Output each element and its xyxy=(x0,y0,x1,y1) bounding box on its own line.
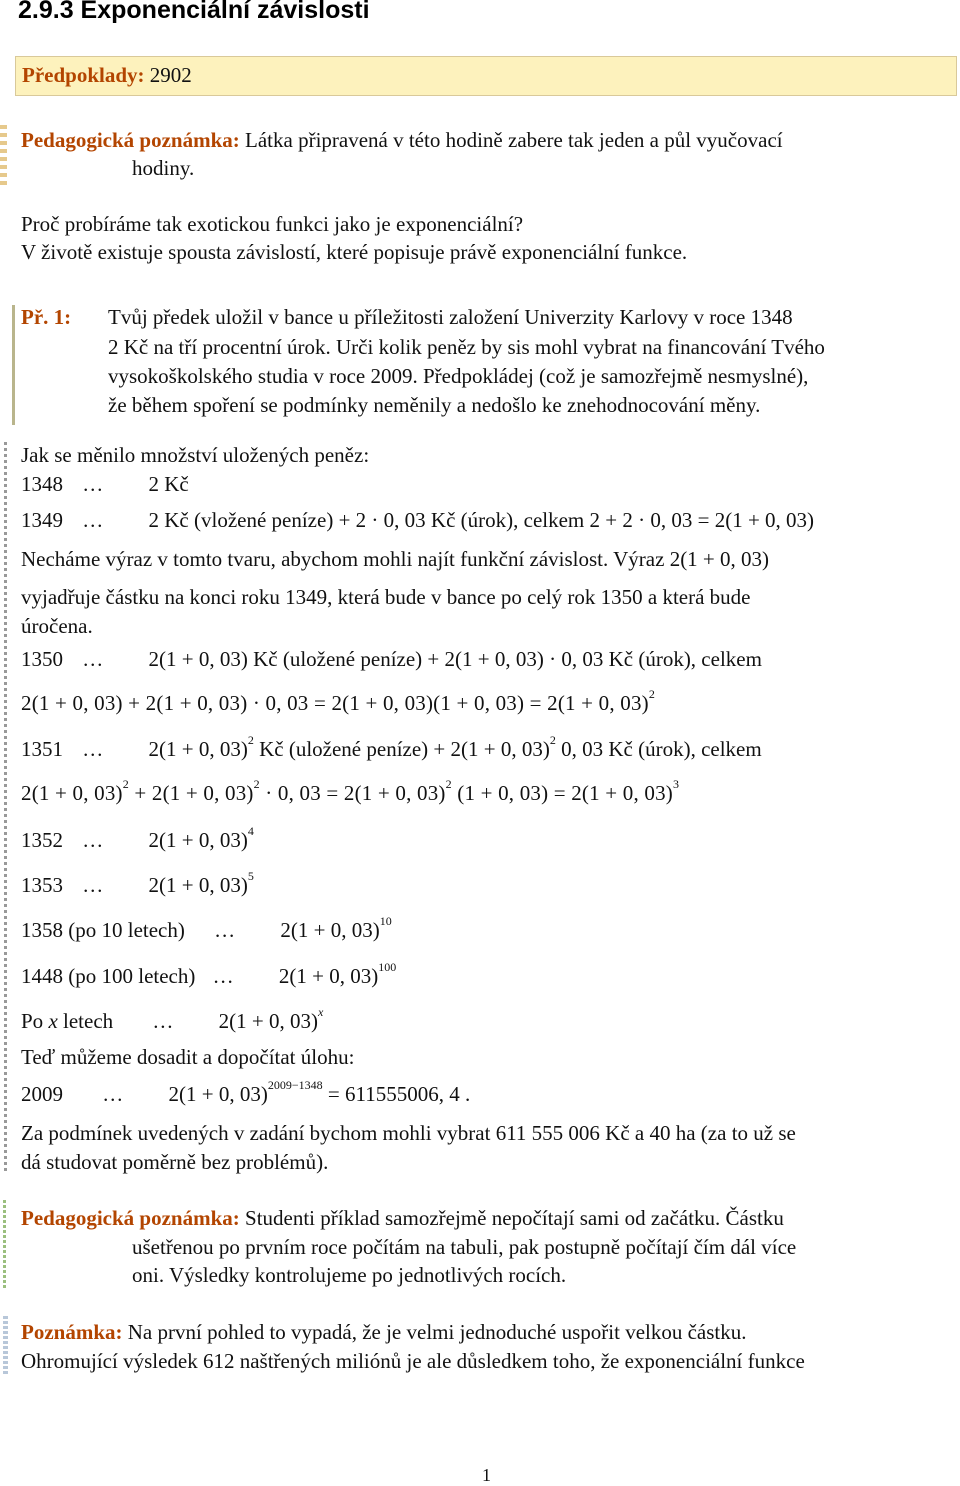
math: 2(1 + 0, 03) xyxy=(450,737,550,761)
ellipsis: … xyxy=(82,508,104,532)
solution-question: Jak se měnilo množství uložených peněz: xyxy=(21,443,370,467)
pedagogical-note-2-line-2: ušetřenou po prvním roce počítám na tabuli, pak postupně počítají čím dál více xyxy=(132,1235,797,1259)
leave-text: Necháme výraz v tomto tvaru, abychom mohli najít funkční závislost. Výraz 2(1 + 0, 03) xyxy=(21,547,770,571)
page-number: 1 xyxy=(482,1465,491,1485)
pedagogical-note-2-line-3: oni. Výsledky kontrolujeme po jednotlivých rocích. xyxy=(132,1263,567,1287)
conclusion-1: Za podmínek uvedených v zadání bychom mohli vybrat 611 555 006 Kč a 40 ha (za to už se xyxy=(21,1121,796,1145)
row-1348 xyxy=(21,472,189,497)
leave-text-3: úročena. xyxy=(21,614,93,638)
math: 2(1 + 0, 03) xyxy=(148,873,248,897)
row-1350: 1350 … 2(1 + 0, 03) Kč (uložené peníze) + 2(1 + 0, 03) · 0, 03 Kč (úrok), celkem xyxy=(21,647,762,671)
row-1352: 1352 … 2(1 + 0, 03)$^4$ xyxy=(21,824,254,852)
intro-question: Proč probíráme tak exotickou funkci jako je exponenciální? xyxy=(21,212,524,236)
prerequisites-label: Předpoklady: xyxy=(22,63,145,87)
year: 1349 xyxy=(21,508,63,532)
year: 1348 xyxy=(21,472,63,496)
section-title: 2.9.3 Exponenciální závislosti xyxy=(18,0,370,24)
note-marker xyxy=(3,1200,6,1290)
note-3: Poznámka: Na první pohled to vypadá, že je velmi jednoduché uspořit velkou částku. xyxy=(21,1320,747,1344)
row-1448: 1448 (po 100 letech) … 2(1 + 0, 03)$^{100}$ xyxy=(21,960,397,988)
row-1351: 1351 … 2(1 + 0, 03)$^2$ Kč (uložené peníze) + 2(1 + 0, 03)$^2$ 0, 03 Kč (úrok), celkem xyxy=(21,733,762,761)
math: 2(1 + 0, 03) xyxy=(148,647,248,671)
ellipsis: … xyxy=(82,472,104,496)
math: 2 + 2 · 0, 03 = 2(1 + 0, 03) xyxy=(589,508,815,532)
pedagogical-note-text-2: hodiny. xyxy=(132,156,195,180)
pedagogical-note-text: Látka připravená v této hodině zabere tak jeden a půl vyučovací xyxy=(245,128,783,152)
solution-marker xyxy=(4,442,7,1172)
leave-text-2: vyjadřuje částku na konci roku 1349, která bude v bance po celý rok 1350 a která bude xyxy=(21,585,751,609)
amount: 2 Kč xyxy=(148,472,189,496)
example-line-2: 2 Kč na tří procentní úrok. Urči kolik peněz by sis mohl vybrat na financování Tvého xyxy=(108,335,825,359)
example-marker xyxy=(12,305,15,425)
equation-1350: 2(1 + 0, 03) + 2(1 + 0, 03) · 0, 03 = 2(1 + 0, 03)(1 + 0, 03) = 2(1 + 0, 03)$^2$ xyxy=(21,687,656,715)
note-3-line-2: Ohromující výsledek 612 naštřených miliónů je ale důsledkem toho, že exponenciální funkce xyxy=(21,1349,805,1373)
pedagogical-note-2: Pedagogická poznámka: Studenti příklad samozřejmě nepočítají sami od začátku. Částku xyxy=(21,1206,784,1230)
row-text: Kč (úrok), celkem xyxy=(425,508,590,532)
conclusion-2: dá studovat poměrně bez problémů). xyxy=(21,1150,329,1174)
math: 2(1 + 0, 03) xyxy=(168,1082,268,1106)
intro-answer: V životě existuje spousta závislostí, které popisuje právě exponenciální funkce. xyxy=(21,240,688,264)
math: 2 · 0, 03 xyxy=(355,508,426,532)
row-x: Po x letech … 2(1 + 0, 03)$^x$ xyxy=(21,1005,324,1033)
math: 2(1 + 0, 03) · 0, 03 xyxy=(444,647,604,671)
math: 2(1 + 0, 03) xyxy=(278,964,379,988)
example-line-4: že během spoření se podmínky neměnily a nedošlo ke znehodnocování měny. xyxy=(108,393,761,417)
prerequisites-value: 2902 xyxy=(149,63,192,87)
row-1358: 1358 (po 10 letech) … 2(1 + 0, 03)$^{10}$ xyxy=(21,914,392,942)
note-marker xyxy=(0,125,7,185)
example-line-1: Tvůj předek uložil v bance u příležitosti založení Univerzity Karlovy v roce 1348 xyxy=(108,305,793,329)
now-compute: Teď můžeme dosadit a dopočítat úlohu: xyxy=(21,1045,355,1069)
row-text: 2 Kč (vložené peníze) + xyxy=(148,508,356,532)
pedagogical-note-label: Pedagogická poznámka: xyxy=(21,128,240,152)
math: 2(1 + 0, 03) xyxy=(669,547,770,571)
prerequisites-box xyxy=(15,56,957,96)
math: 2(1 + 0, 03) xyxy=(148,828,248,852)
math: 2(1 + 0, 03) xyxy=(218,1009,318,1033)
note-marker xyxy=(3,1316,8,1376)
row-1349 xyxy=(21,508,814,533)
math: 2(1 + 0, 03) xyxy=(148,737,248,761)
pedagogical-note-1 xyxy=(21,128,783,153)
example-label: Př. 1: xyxy=(21,305,72,329)
math: 2(1 + 0, 03) xyxy=(280,918,380,942)
row-1353: 1353 … 2(1 + 0, 03)$^5$ xyxy=(21,869,254,897)
row-2009: 2009 … 2(1 + 0, 03)$^{2009-1348}$ = 611555006, 4 . xyxy=(21,1078,471,1106)
example-line-3: vysokoškolského studia v roce 2009. Předpokládej (což je samozřejmě nesmyslné), xyxy=(108,364,809,388)
equation-1351: 2(1 + 0, 03)$^2$ + 2(1 + 0, 03)$^2$ · 0, 03 = 2(1 + 0, 03)$^2$ (1 + 0, 03) = 2(1 + 0, 03)$^3$ xyxy=(21,777,680,805)
